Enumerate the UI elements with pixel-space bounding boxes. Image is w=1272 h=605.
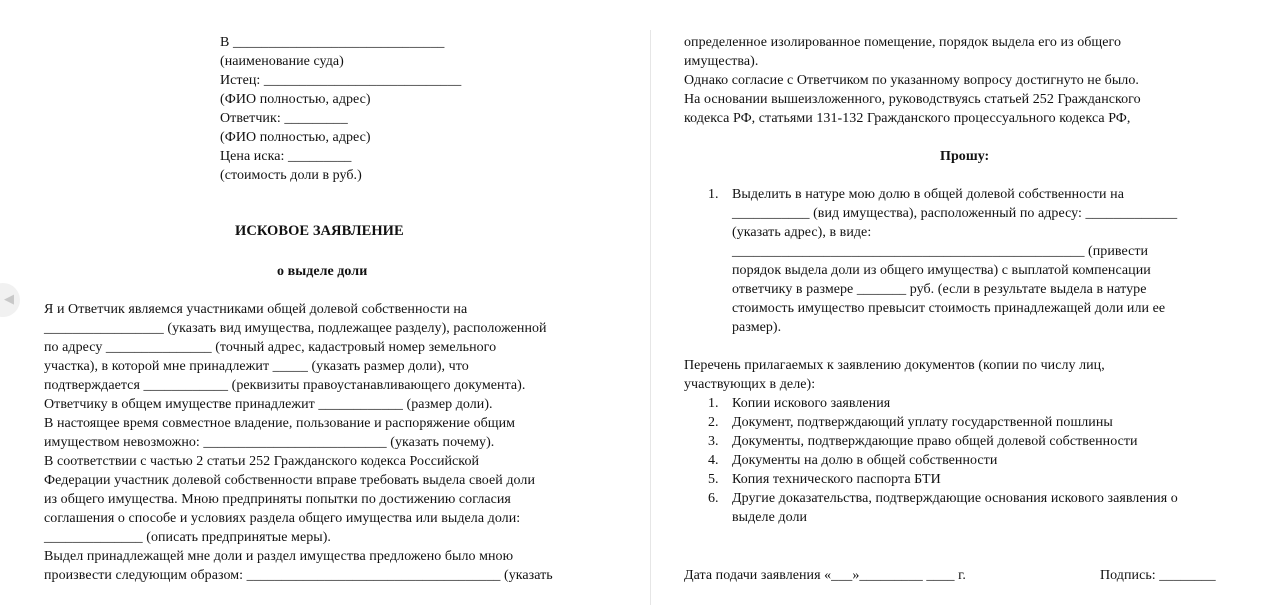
request-line: порядок выдела доли из общего имущества) с выплатой компенсации <box>732 263 1151 278</box>
body-line: из общего имущества. Мною предприняты попытки по достижению согласия <box>44 492 511 507</box>
attachment-number: 2. <box>708 415 719 430</box>
court-line: В ______________________________ <box>220 35 445 50</box>
body-line: Ответчику в общем имуществе принадлежит ____________ (размер доли). <box>44 397 493 412</box>
attachments-intro-line: Перечень прилагаемых к заявлению документов (копии по числу лиц, <box>684 358 1105 373</box>
body-line: участка), в которой мне принадлежит _____ (указать размер доли), что <box>44 359 469 374</box>
court-hint: (наименование суда) <box>220 54 344 69</box>
body-line: ______________ (описать предпринятые меры). <box>44 530 331 545</box>
defendant-hint: (ФИО полностью, адрес) <box>220 130 371 145</box>
body-line: имуществом невозможно: __________________________ (указать почему). <box>44 435 495 450</box>
attachment-number: 4. <box>708 453 719 468</box>
intro-line: На основании вышеизложенного, руководствуясь статьей 252 Гражданского <box>684 92 1141 107</box>
body-line: Выдел принадлежащей мне доли и раздел имущества предложено было мною <box>44 549 514 564</box>
claim-price-hint: (стоимость доли в руб.) <box>220 168 362 183</box>
request-line: стоимость имущество превысит стоимость принадлежащей доли или ее <box>732 301 1166 316</box>
body-line: Я и Ответчик являемся участниками общей долевой собственности на <box>44 302 468 317</box>
attachment-number: 5. <box>708 472 719 487</box>
previous-page-arrow-icon[interactable]: ◀ <box>0 283 20 317</box>
plaintiff-hint: (ФИО полностью, адрес) <box>220 92 371 107</box>
attachment-item: Документ, подтверждающий уплату государственной пошлины <box>732 415 1113 430</box>
attachment-number: 6. <box>708 491 719 506</box>
request-line: ответчику в размере _______ руб. (если в результате выдела в натуре <box>732 282 1147 297</box>
attachment-item: Другие доказательства, подтверждающие основания искового заявления о <box>732 491 1178 506</box>
attachment-item: Копии искового заявления <box>732 396 891 411</box>
defendant-line: Ответчик: _________ <box>220 111 348 126</box>
body-line: В настоящее время совместное владение, пользование и распоряжение общим <box>44 416 516 431</box>
request-line: Выделить в натуре мою долю в общей долевой собственности на <box>732 187 1124 202</box>
intro-line: имущества). <box>684 54 759 69</box>
claim-price-line: Цена иска: _________ <box>220 149 352 164</box>
intro-line: кодекса РФ, статьями 131-132 Гражданского процессуального кодекса РФ, <box>684 111 1131 126</box>
document-subtitle: о выделе доли <box>277 264 368 279</box>
attachment-number: 1. <box>708 396 719 411</box>
request-line: __________________________________________________ (привести <box>732 244 1149 259</box>
signature-line: Подпись: ________ <box>1100 568 1216 583</box>
plaintiff-line: Истец: ____________________________ <box>220 73 462 88</box>
document-page-right <box>652 0 1272 605</box>
document-title: ИСКОВОЕ ЗАЯВЛЕНИЕ <box>235 223 404 239</box>
body-line: подтверждается ____________ (реквизиты правоустанавливающего документа). <box>44 378 526 393</box>
intro-line: Однако согласие с Ответчиком по указанному вопросу достигнуто не было. <box>684 73 1139 88</box>
attachment-item: Документы на долю в общей собственности <box>732 453 998 468</box>
body-line: Федерации участник долевой собственности вправе требовать выдела своей доли <box>44 473 535 488</box>
body-line: В соответствии с частью 2 статьи 252 Гражданского кодекса Российской <box>44 454 480 469</box>
intro-line: определенное изолированное помещение, порядок выдела его из общего <box>684 35 1122 50</box>
request-line: (указать адрес), в виде: <box>732 225 872 240</box>
filing-date-line: Дата подачи заявления «___»_________ ____ г. <box>684 568 966 583</box>
body-line: _________________ (указать вид имущества, подлежащее разделу), расположенной <box>44 321 547 336</box>
body-line: по адресу _______________ (точный адрес, кадастровый номер земельного <box>44 340 497 355</box>
attachment-number: 3. <box>708 434 719 449</box>
body-line: соглашения о способе и условиях раздела общего имущества или выдела доли: <box>44 511 521 526</box>
request-line: ___________ (вид имущества), расположенный по адресу: _____________ <box>732 206 1178 221</box>
attachments-intro-line: участвующих в деле): <box>684 377 816 392</box>
request-heading: Прошу: <box>940 149 990 164</box>
attachment-item: Копия технического паспорта БТИ <box>732 472 941 487</box>
page-divider <box>650 30 651 605</box>
body-line: произвести следующим образом: ____________________________________ (указать <box>44 568 553 583</box>
attachment-item: Документы, подтверждающие право общей долевой собственности <box>732 434 1138 449</box>
attachment-item-continued: выделе доли <box>732 510 808 525</box>
request-number: 1. <box>708 187 719 202</box>
request-line: размер). <box>732 320 782 335</box>
